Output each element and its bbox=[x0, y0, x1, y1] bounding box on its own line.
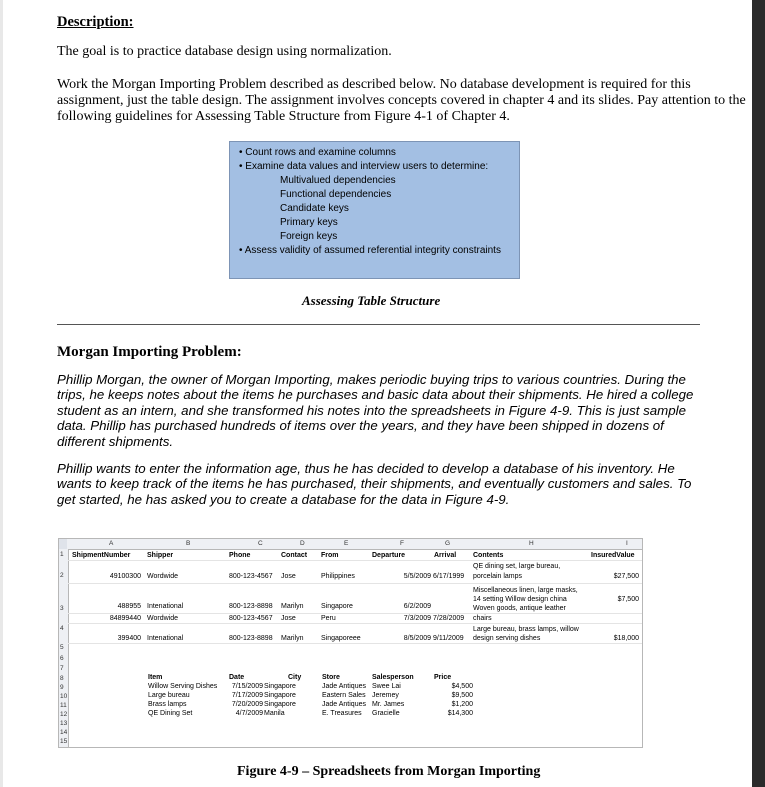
phone: 800-123-8898 bbox=[229, 603, 273, 610]
item-name: QE Dining Set bbox=[148, 710, 193, 717]
problem-heading: Morgan Importing Problem: bbox=[57, 344, 242, 360]
shipment-number: 84899440 bbox=[109, 615, 141, 622]
figure-caption: Figure 4-9 – Spreadsheets from Morgan Importing bbox=[237, 764, 541, 779]
col-letter: A bbox=[109, 540, 114, 547]
insured-value: $7,500 bbox=[617, 596, 639, 603]
row-number: 13 bbox=[60, 720, 68, 727]
spreadsheet bbox=[58, 538, 643, 748]
header-cell: Contact bbox=[281, 552, 308, 559]
item-store: Eastern Sales bbox=[322, 692, 366, 699]
contents-line: Miscellaneous linen, large masks, bbox=[473, 587, 578, 594]
item-salesperson: Gracielle bbox=[372, 710, 400, 717]
row-number: 14 bbox=[60, 729, 68, 736]
header-cell: InsuredValue bbox=[591, 552, 635, 559]
contents-line: QE dining set, large bureau, bbox=[473, 563, 561, 570]
item-salesperson: Swee Lai bbox=[372, 683, 401, 690]
row-number: 3 bbox=[60, 605, 64, 612]
guidelines-caption: Assessing Table Structure bbox=[302, 293, 441, 308]
item-date: 7/20/2009 bbox=[231, 701, 263, 708]
phone: 800-123-8898 bbox=[229, 635, 273, 642]
shipper: Intenational bbox=[147, 603, 184, 610]
description-para-2: Work the Morgan Importing Problem described as described below. No database development is required for this assignment, just the table design. The assignment involves concepts covered in chapter 4 and its slides. Pay attention to the following guidelines for Assessing Table Structure from Figure 4-1 of Chapter 4. bbox=[57, 77, 746, 124]
item-price: $1,200 bbox=[451, 701, 473, 708]
arrival: 7/28/2009 bbox=[433, 615, 465, 622]
row-number: 7 bbox=[60, 665, 64, 672]
contents-line: porcelain lamps bbox=[473, 573, 523, 580]
guidelines-box bbox=[229, 141, 520, 279]
guideline-subitem: Primary keys bbox=[280, 217, 338, 228]
row-number: 4 bbox=[60, 625, 64, 632]
col-letter: C bbox=[258, 540, 263, 547]
header-cell: From bbox=[321, 552, 339, 559]
sheet-corner bbox=[59, 539, 67, 549]
contact: Jose bbox=[281, 573, 296, 580]
problem-para-1: Phillip Morgan, the owner of Morgan Importing, makes periodic buying trips to various countries. During the trips, he keeps notes about the items he purchases and basic data about their shipments. He hired a college student as an intern, and she transformed his notes into the spreadsheets in Figure 4-9. This is just sample data. Phillip has purchased hundreds of items over the years, and they have been shipped in dozens of different shipments. bbox=[57, 372, 694, 449]
shipper: Wordwide bbox=[147, 573, 178, 580]
item-city: Singapore bbox=[264, 683, 296, 690]
description-para-1: The goal is to practice database design using normalization. bbox=[57, 44, 392, 59]
header-cell: ShipmentNumber bbox=[72, 552, 131, 559]
contents-line: design serving dishes bbox=[473, 635, 541, 642]
item-name: Large bureau bbox=[148, 692, 190, 699]
insured-value: $18,000 bbox=[613, 635, 639, 642]
departure: 5/5/2009 bbox=[403, 573, 431, 580]
col-letter: H bbox=[529, 540, 534, 547]
guideline-item: • Count rows and examine columns bbox=[239, 147, 396, 158]
from: Peru bbox=[321, 615, 336, 622]
from: Singapore bbox=[321, 603, 353, 610]
shipper: Intenational bbox=[147, 635, 184, 642]
row-number: 6 bbox=[60, 655, 64, 662]
item-header: Price bbox=[434, 674, 452, 681]
section-divider bbox=[57, 324, 700, 325]
item-name: Willow Serving Dishes bbox=[148, 683, 218, 690]
contact: Jose bbox=[281, 615, 296, 622]
item-city: Singapore bbox=[264, 701, 296, 708]
insured-value: $27,500 bbox=[613, 573, 639, 580]
item-date: 4/7/2009 bbox=[235, 710, 263, 717]
item-price: $4,500 bbox=[451, 683, 473, 690]
contact: Marilyn bbox=[281, 635, 304, 642]
item-date: 7/17/2009 bbox=[231, 692, 263, 699]
header-cell: Departure bbox=[372, 552, 406, 559]
departure: 8/5/2009 bbox=[403, 635, 431, 642]
departure: 6/2/2009 bbox=[403, 603, 431, 610]
guideline-item: • Examine data values and interview users to determine: bbox=[239, 161, 489, 172]
item-header: Salesperson bbox=[372, 674, 414, 681]
item-header: Date bbox=[229, 674, 245, 681]
item-header: Store bbox=[322, 674, 340, 681]
row-number-column bbox=[59, 549, 69, 748]
arrival: 6/17/1999 bbox=[433, 573, 465, 580]
row-number: 9 bbox=[60, 684, 64, 691]
shipment-number: 49100300 bbox=[109, 573, 141, 580]
problem-para-2: Phillip wants to enter the information age, thus he has decided to develop a database of his inventory. He wants to keep track of the items he has purchased, their shipments, and eventually customers and sales. To get started, he has asked you to create a database for the data in Figure 4-9. bbox=[57, 461, 692, 507]
page-left-edge bbox=[0, 0, 3, 787]
col-letter: B bbox=[186, 540, 191, 547]
col-letter: I bbox=[626, 540, 628, 547]
shipper: Wordwide bbox=[147, 615, 178, 622]
row-number: 10 bbox=[60, 693, 68, 700]
shipment-number: 488955 bbox=[117, 603, 141, 610]
window-right-edge bbox=[752, 0, 765, 787]
description-heading: Description: bbox=[57, 14, 134, 30]
guideline-subitem: Candidate keys bbox=[280, 203, 349, 214]
from: Philippines bbox=[321, 573, 355, 580]
col-letter: E bbox=[344, 540, 349, 547]
row-number: 15 bbox=[60, 738, 68, 745]
row-number: 2 bbox=[60, 572, 64, 579]
row-number: 12 bbox=[60, 711, 68, 718]
item-salesperson: Jeremey bbox=[372, 692, 399, 699]
contents-line: Large bureau, brass lamps, willow bbox=[473, 626, 579, 633]
contents-line: chairs bbox=[473, 615, 492, 622]
guideline-item: • Assess validity of assumed referential integrity constraints bbox=[239, 245, 501, 256]
row-number: 1 bbox=[60, 551, 64, 558]
shipment-number: 399400 bbox=[117, 635, 141, 642]
item-store: Jade Antiques bbox=[322, 683, 366, 690]
item-name: Brass lamps bbox=[148, 701, 187, 708]
item-price: $14,300 bbox=[447, 710, 473, 717]
column-header-bar bbox=[59, 539, 642, 550]
guideline-subitem: Multivalued dependencies bbox=[280, 175, 396, 186]
row-number: 11 bbox=[60, 702, 67, 709]
item-date: 7/15/2009 bbox=[231, 683, 263, 690]
item-header: City bbox=[288, 674, 302, 681]
arrival: 9/11/2009 bbox=[433, 635, 464, 642]
guideline-subitem: Foreign keys bbox=[280, 231, 338, 242]
contact: Marilyn bbox=[281, 603, 304, 610]
item-price: $9,500 bbox=[451, 692, 473, 699]
header-cell: Phone bbox=[229, 552, 251, 559]
item-store: Jade Antiques bbox=[322, 701, 366, 708]
item-store: E. Treasures bbox=[322, 710, 362, 717]
row-number: 8 bbox=[60, 675, 64, 682]
phone: 800-123-4567 bbox=[229, 615, 273, 622]
col-letter: F bbox=[400, 540, 404, 547]
item-city: Manila bbox=[264, 710, 285, 717]
col-letter: D bbox=[300, 540, 305, 547]
header-cell: Contents bbox=[473, 552, 504, 559]
phone: 800-123-4567 bbox=[229, 573, 273, 580]
header-cell: Shipper bbox=[147, 552, 174, 559]
departure: 7/3/2009 bbox=[403, 615, 431, 622]
item-salesperson: Mr. James bbox=[372, 701, 405, 708]
item-city: Singapore bbox=[264, 692, 296, 699]
contents-line: 14 setting Willow design china bbox=[473, 596, 567, 603]
item-header: Item bbox=[148, 674, 163, 681]
from: Singaporeee bbox=[321, 635, 361, 642]
col-letter: G bbox=[445, 540, 451, 547]
row-number: 5 bbox=[60, 644, 64, 651]
contents-line: Woven goods, antique leather bbox=[473, 605, 566, 612]
guideline-subitem: Functional dependencies bbox=[280, 189, 392, 200]
header-cell: Arrival bbox=[434, 552, 457, 559]
